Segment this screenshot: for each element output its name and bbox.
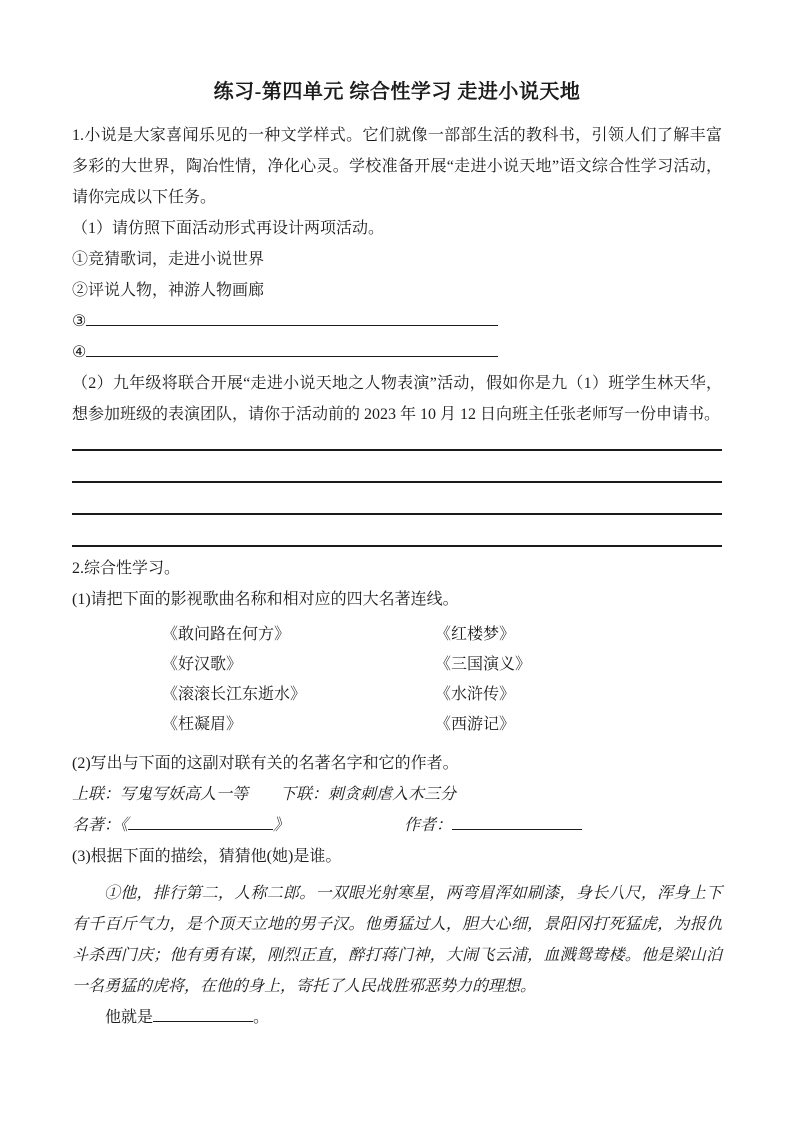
novel-title: 《水浒传》: [435, 686, 516, 703]
character-description: ①他，排行第二，人称二郎。一双眼光射寒星，两弯眉浑如刷漆，身长八尺，浑身上下有千百斤气力，是个顶天立地的男子汉。他勇猛过人，胆大心细，景阳冈打死猛虎，为报仇斗杀西门庆；他有勇有谋，刚烈正直，醉打蒋门神，大闹飞云浦，血溅鸳鸯楼。他是梁山泊一名勇猛的虎将，在他的身上，寄托了人民战胜邪恶势力的理想。: [72, 885, 722, 995]
book-title-close-bracket: 》: [273, 817, 290, 834]
ruled-line: [72, 451, 722, 483]
answer-blank-line: [153, 1006, 253, 1022]
song-title: 《敢问路在何方》: [162, 626, 291, 643]
book-author-line: [72, 810, 722, 841]
novel-title: 《红楼梦》: [435, 626, 516, 643]
q2-part3-answer-line: [105, 1002, 722, 1033]
book-title-label: 名著：《: [72, 817, 129, 834]
matching-row: [162, 650, 722, 680]
song-title: 《好汉歌》: [162, 656, 243, 673]
matching-row: [162, 710, 722, 740]
q2-part3-prompt: (3)根据下面的描绘，猜猜他(她)是谁。: [72, 848, 342, 865]
q1-intro: 1.小说是大家喜闻乐见的一种文学样式。它们就像一部部生活的教科书，引领人们了解丰富多彩的大世界，陶冶性情，净化心灵。学校准备开展“走进小说天地”语文综合性学习活动，请你完成以下任务。: [72, 127, 722, 206]
q2-heading: 2.综合性学习。: [72, 560, 181, 577]
q1-part2-prompt: （2）九年级将联合开展“走进小说天地之人物表演”活动，假如你是九（1）班学生林天华，想参加班级的表演团队，请你于活动前的 2023 年 10 月 12 日向班主任张老师写一份申请书。: [72, 375, 722, 423]
author-blank-line: [452, 814, 582, 830]
q1-activity-blank-4: [72, 337, 722, 368]
circled-3-label: ③: [72, 313, 87, 330]
q1-activity-example-1: ①竞猜歌词，走进小说世界: [72, 251, 265, 268]
answer-prefix: 他就是: [105, 1009, 154, 1026]
answer-period: 。: [253, 1009, 270, 1026]
activity-3-blank-line: [86, 310, 498, 326]
song-title: 《枉凝眉》: [162, 716, 243, 733]
q1-activity-example-2: ②评说人物，神游人物画廊: [72, 282, 265, 299]
ruled-line: [72, 515, 722, 547]
answer-ruled-lines: [72, 430, 722, 547]
couplet-lower: 下联：刺贪刺虐入木三分: [280, 786, 457, 803]
book-title-blank-line: [128, 814, 273, 830]
ruled-line: [72, 483, 722, 515]
circled-4-label: ④: [72, 344, 87, 361]
q1-part1-prompt: （1）请仿照下面活动形式再设计两项活动。: [72, 220, 385, 237]
song-title: 《滚滚长江东逝水》: [162, 686, 307, 703]
q2-part2-prompt: (2)写出与下面的这副对联有关的名著名字和它的作者。: [72, 755, 459, 772]
matching-row: [162, 680, 722, 710]
q1-activity-blank-3: [72, 306, 722, 337]
author-label: 作者：: [404, 817, 453, 834]
ruled-line: [72, 430, 722, 451]
matching-row: [162, 620, 722, 650]
novel-title: 《三国演义》: [435, 656, 532, 673]
couplet-upper: 上联：写鬼写妖高人一等: [72, 786, 249, 803]
song-novel-matching: [162, 620, 722, 740]
page-title: 练习-第四单元 综合性学习 走进小说天地: [213, 81, 581, 103]
activity-4-blank-line: [86, 341, 498, 357]
novel-title: 《西游记》: [435, 716, 516, 733]
q2-part1-prompt: (1)请把下面的影视歌曲名称和相对应的四大名著连线。: [72, 591, 459, 608]
couplet-line: [72, 779, 722, 810]
